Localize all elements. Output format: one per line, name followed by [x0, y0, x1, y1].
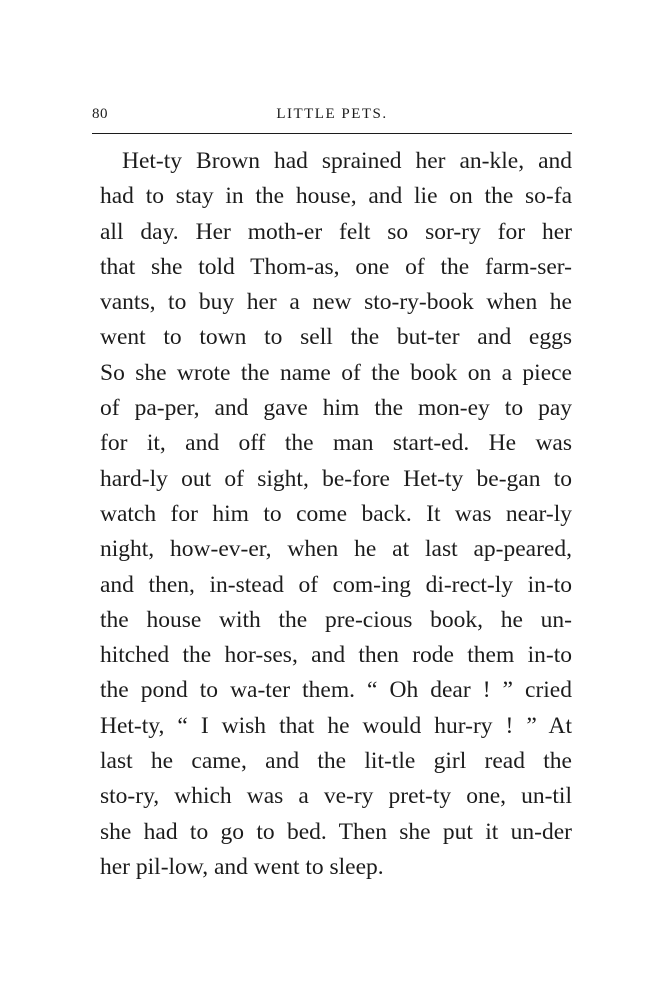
- text-line: that she told Thom-as, one of the farm-ser-: [100, 253, 572, 280]
- text-line: her pil-low, and went to sleep.: [100, 853, 384, 880]
- text-line: of pa-per, and gave him the mon-ey to pay: [100, 395, 572, 422]
- text-line: last he came, and the lit-tle girl read the: [100, 748, 572, 775]
- text-line: watch for him to come back. It was near-ly: [100, 500, 572, 527]
- running-title: LITTLE PETS.: [276, 106, 388, 122]
- text-line: the house with the pre-cious book, he un-: [100, 606, 572, 633]
- text-line: hard-ly out of sight, be-fore Het-ty be-gan to: [100, 465, 572, 492]
- text-line: she had to go to bed. Then she put it un-der: [100, 818, 572, 845]
- text-line: night, how-ev-er, when he at last ap-peared,: [100, 536, 572, 563]
- text-line: all day. Her moth-er felt so sor-ry for her: [100, 218, 572, 245]
- text-line: So she wrote the name of the book on a piece: [100, 359, 572, 386]
- text-line: hitched the hor-ses, and then rode them in-to: [100, 642, 572, 669]
- header-rule: [92, 133, 572, 134]
- text-line: Het-ty Brown had sprained her an-kle, and: [122, 148, 572, 174]
- text-line: the pond to wa-ter them. “ Oh dear ! ” cried: [100, 677, 572, 704]
- running-head: [92, 106, 572, 128]
- story-paragraph: [100, 144, 572, 885]
- text-line: vants, to buy her a new sto-ry-book when he: [100, 289, 572, 316]
- text-line: had to stay in the house, and lie on the so-fa: [100, 183, 572, 210]
- page-number: 80: [92, 106, 108, 122]
- text-line: Het-ty, “ I wish that he would hur-ry ! ” At: [100, 712, 572, 739]
- text-line: for it, and off the man start-ed. He was: [100, 430, 572, 457]
- text-line: sto-ry, which was a ve-ry pret-ty one, un-til: [100, 783, 572, 810]
- text-line: went to town to sell the but-ter and eggs: [100, 324, 572, 351]
- text-line: and then, in-stead of com-ing di-rect-ly in-to: [100, 571, 572, 598]
